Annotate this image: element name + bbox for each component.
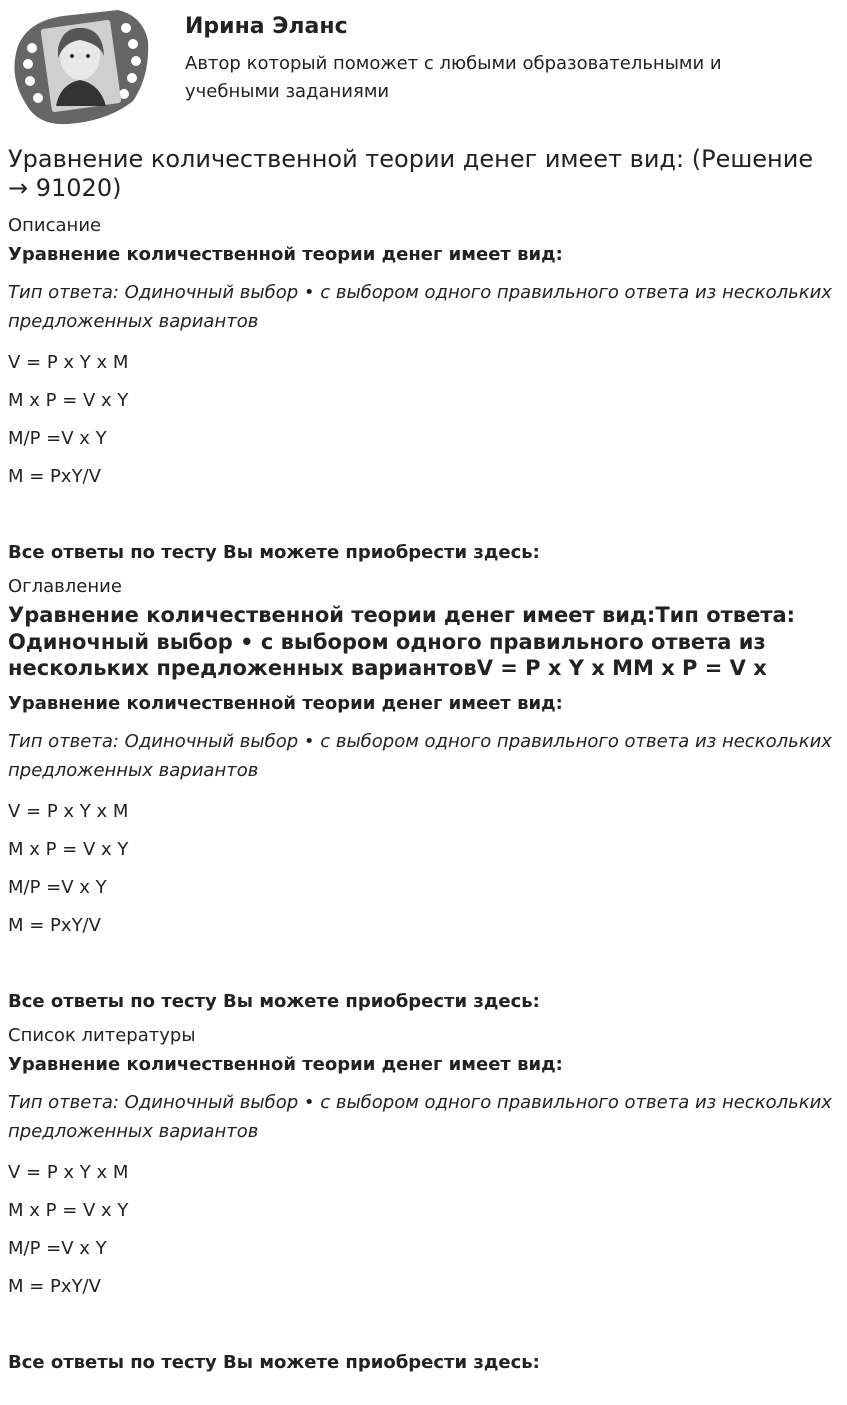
- answer-option: M/P =V x Y: [8, 1238, 107, 1259]
- answer-type: Тип ответа: Одиночный выбор • с выбором одного правильного ответа из нескольких предложенных вариантов: [8, 731, 832, 781]
- buy-answers-link[interactable]: Все ответы по тесту Вы можете приобрести здесь:: [8, 991, 540, 1012]
- answer-option: M/P =V x Y: [8, 428, 107, 449]
- film-frame-avatar-icon: [8, 6, 152, 126]
- answer-option: V = P x Y x M: [8, 801, 129, 822]
- answer-option: V = P x Y x M: [8, 352, 129, 373]
- author-description: Автор который поможет с любыми образовательными и учебными заданиями: [185, 53, 722, 102]
- answer-option: M x P = V x Y: [8, 390, 129, 411]
- buy-answers-link[interactable]: Все ответы по тесту Вы можете приобрести здесь:: [8, 542, 540, 563]
- answer-option: M x P = V x Y: [8, 1200, 129, 1221]
- section-label-toc: Оглавление: [8, 576, 122, 597]
- page-title: Уравнение количественной теории денег имеет вид: (Решение → 91020): [8, 145, 814, 202]
- answer-option: M = PxY/V: [8, 1276, 101, 1297]
- author-card: [8, 6, 838, 126]
- author-name[interactable]: Ирина Эланс: [185, 14, 348, 39]
- answer-type: Тип ответа: Одиночный выбор • с выбором одного правильного ответа из нескольких предложенных вариантов: [8, 1092, 832, 1142]
- answer-type: Тип ответа: Одиночный выбор • с выбором одного правильного ответа из нескольких предложенных вариантов: [8, 282, 832, 332]
- answer-option: M x P = V x Y: [8, 839, 129, 860]
- answer-option: M/P =V x Y: [8, 877, 107, 898]
- question-text: Уравнение количественной теории денег имеет вид:: [8, 693, 563, 714]
- buy-answers-link[interactable]: Все ответы по тесту Вы можете приобрести здесь:: [8, 1352, 540, 1373]
- answer-option: V = P x Y x M: [8, 1162, 129, 1183]
- answer-option: M = PxY/V: [8, 915, 101, 936]
- question-text: Уравнение количественной теории денег имеет вид:: [8, 244, 563, 265]
- main-content: [8, 145, 838, 1374]
- toc-heading: Уравнение количественной теории денег имеет вид:Тип ответа: Одиночный выбор • с выбором одного правильного ответа из нескольких предложенных вариантовV = P x Y x MM x P = V x: [8, 603, 796, 680]
- section-label-description: Описание: [8, 215, 102, 236]
- question-text: Уравнение количественной теории денег имеет вид:: [8, 1054, 563, 1075]
- section-label-literature: Список литературы: [8, 1025, 196, 1046]
- answer-option: M = PxY/V: [8, 466, 101, 487]
- avatar[interactable]: [8, 6, 152, 126]
